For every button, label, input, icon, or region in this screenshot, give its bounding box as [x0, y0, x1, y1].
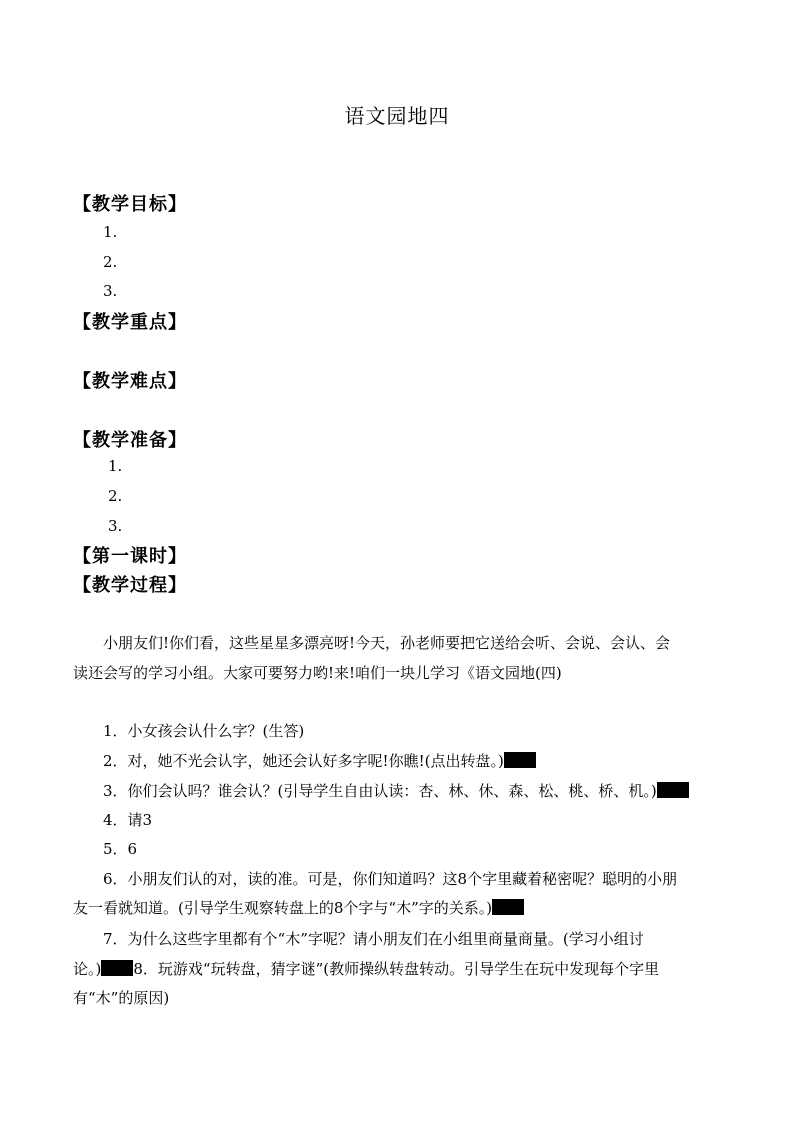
redaction-block [504, 752, 536, 768]
step-8-text: 8．玩游戏“玩转盘，猜字谜”(教师操纵转盘转动。引导学生在玩中发现每个字里 [133, 960, 660, 978]
section-preparation: 【教学准备】 [73, 430, 187, 451]
step-2 [103, 750, 536, 771]
step-6-line-1: 6．小朋友们认的对，读的准。可是，你们知道吗？这8个字里藏着秘密呢？聪明的小朋 [103, 870, 678, 888]
step-2-text: 2．对，她不光会认字，她还会认好多字呢!你瞧!(点出转盘。) [103, 752, 504, 770]
goal-item-2: 2. [103, 253, 118, 271]
goal-item-1: 1. [103, 223, 118, 241]
page-title: 语文园地四 [344, 104, 450, 128]
step-4: 4．请3 [103, 811, 153, 829]
step-7-8-line [73, 958, 659, 979]
redaction-block [101, 960, 133, 976]
intro-line-1: 小朋友们!你们看，这些星星多漂亮呀!今天，孙老师要把它送给会听、会说、会认、会 [103, 634, 671, 652]
section-teaching-goals: 【教学目标】 [73, 194, 187, 215]
redaction-block [657, 782, 689, 798]
step-3-text: 3．你们会认吗？谁会认？(引导学生自由认读：杏、林、休、森、松、桃、桥、机。) [103, 782, 657, 800]
step-1: 1．小女孩会认什么字？(生答) [103, 722, 305, 740]
step-5: 5．6 [103, 840, 138, 858]
step-6-line-2 [73, 897, 524, 918]
step-8-line-2: 有“木”的原因) [73, 989, 170, 1007]
prep-item-2: 2. [108, 487, 123, 505]
prep-item-3: 3. [108, 517, 123, 535]
step-6-text: 友一看就知道。(引导学生观察转盘上的8个字与“木”字的关系。) [73, 899, 493, 917]
section-first-lesson: 【第一课时】 [73, 546, 187, 567]
step-3 [103, 780, 689, 801]
section-key-points: 【教学重点】 [73, 312, 187, 333]
prep-item-1: 1. [108, 457, 123, 475]
step-7-end-text: 论。) [73, 960, 102, 978]
section-difficulties: 【教学难点】 [73, 371, 187, 392]
intro-line-2: 读还会写的学习小组。大家可要努力哟!来!咱们一块儿学习《语文园地(四) [73, 664, 562, 682]
step-7-line-1: 7．为什么这些字里都有个“木”字呢？请小朋友们在小组里商量商量。(学习小组讨 [103, 930, 644, 948]
redaction-block [492, 899, 524, 915]
section-teaching-process: 【教学过程】 [73, 575, 187, 596]
goal-item-3: 3. [103, 282, 118, 300]
